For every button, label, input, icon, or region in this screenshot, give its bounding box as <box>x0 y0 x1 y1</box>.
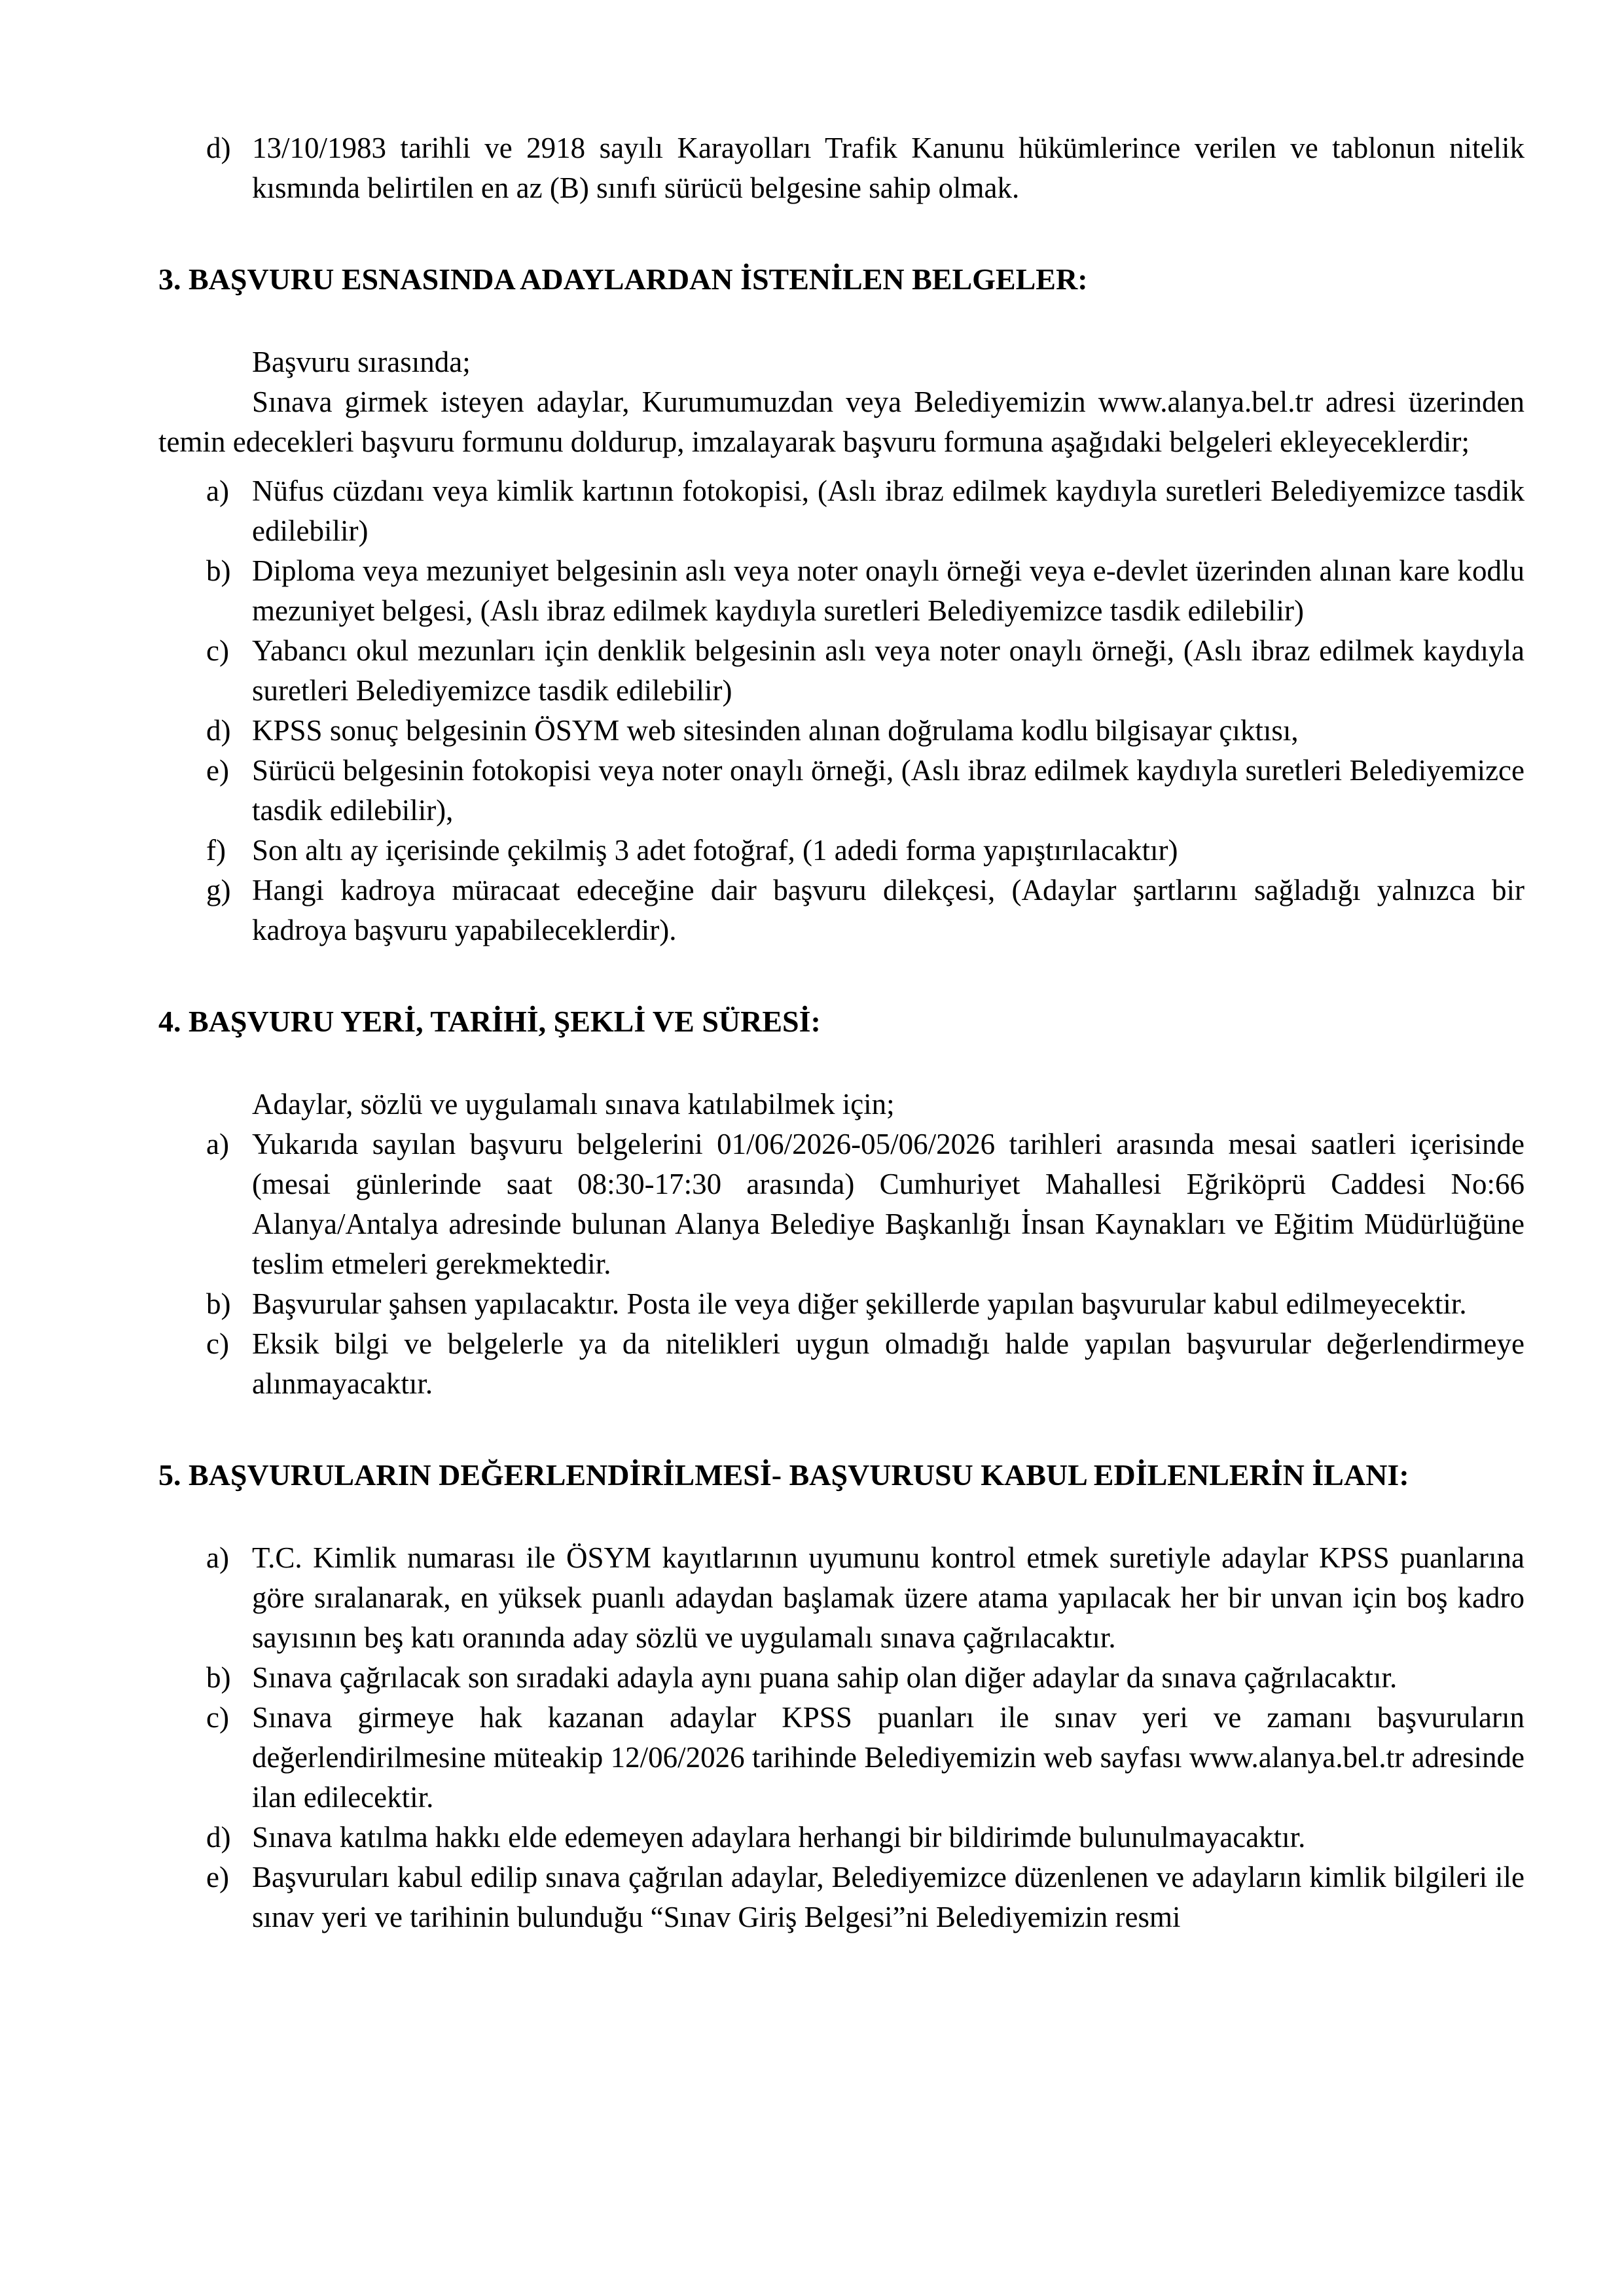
list-item-5d-text: Sınava katılma hakkı elde edemeyen adaylara herhangi bir bildirimde bulunulmayacaktır. <box>252 1821 1306 1854</box>
section-4-list <box>158 1124 1525 1404</box>
list-item-3d-text: KPSS sonuç belgesinin ÖSYM web sitesinden alınan doğrulama kodlu bilgisayar çıktısı, <box>252 714 1299 747</box>
list-item-3g-marker: g) <box>206 874 231 906</box>
list-item-3b-text: Diploma veya mezuniyet belgesinin aslı veya noter onaylı örneği veya e-devlet üzerinden alınan kare kodlu mezuniyet belgesi, (Aslı ibraz edilmek kaydıyla suretleri Belediyemizce tasdik edilebilir) <box>252 554 1525 627</box>
list-item-3b <box>206 551 1525 631</box>
list-item-3b-marker: b) <box>206 554 231 587</box>
list-item-3c-marker: c) <box>206 634 229 667</box>
list-item-5b-text: Sınava çağrılacak son sıradaki adayla aynı puana sahip olan diğer adaylar da sınava çağrılacaktır. <box>252 1661 1398 1694</box>
list-item-2d-text: 13/10/1983 tarihli ve 2918 sayılı Karayolları Trafik Kanunu hükümlerince verilen ve tablonun nitelik kısmında belirtilen en az (B) sınıfı sürücü belgesine sahip olmak. <box>252 132 1525 204</box>
list-item-4a-text: Yukarıda sayılan başvuru belgelerini 01/06/2026-05/06/2026 tarihleri arasında mesai saatleri içerisinde (mesai günlerinde saat 08:30-17:30 arasında) Cumhuriyet Mahallesi Eğriköprü Caddesi No:66 Alanya/Antalya adresinde bulunan Alanya Belediye Başkanlığı İnsan Kaynakları ve Eğitim Müdürlüğüne teslim etmeleri gerekmektedir. <box>252 1128 1525 1280</box>
list-item-3f-marker: f) <box>206 834 226 867</box>
list-item-4b-text: Başvurular şahsen yapılacaktır. Posta ile veya diğer şekillerde yapılan başvurular kabul edilmeyecektir. <box>252 1287 1467 1320</box>
list-item-5c-marker: c) <box>206 1701 229 1734</box>
list-item-4a-marker: a) <box>206 1128 229 1160</box>
list-item-4b-marker: b) <box>206 1287 231 1320</box>
section-3-heading: 3. BAŞVURU ESNASINDA ADAYLARDAN İSTENİLEN BELGELER: <box>158 262 1088 296</box>
section-3-list <box>158 471 1525 950</box>
list-item-2d-marker: d) <box>206 132 231 164</box>
list-item-5a-marker: a) <box>206 1541 229 1574</box>
list-item-4c <box>206 1324 1525 1404</box>
list-item-2d <box>206 128 1525 208</box>
list-item-5a-text: T.C. Kimlik numarası ile ÖSYM kayıtlarının uyumunu kontrol etmek suretiyle adaylar KPSS puanlarına göre sıralanarak, en yüksek puanlı adaydan başlamak üzere atama yapılacak her bir unvan için boş kadro sayısının beş katı oranında aday sözlü ve uygulamalı sınava çağrılacaktır. <box>252 1541 1525 1654</box>
list-item-5a <box>206 1538 1525 1658</box>
list-item-3c-text: Yabancı okul mezunları için denklik belgesinin aslı veya noter onaylı örneği, (Aslı ibraz edilmek kaydıyla suretleri Belediyemizce tasdik edilebilir) <box>252 634 1525 707</box>
section-5-heading: 5. BAŞVURULARIN DEĞERLENDİRİLMESİ- BAŞVURUSU KABUL EDİLENLERİN İLANI: <box>158 1458 1409 1492</box>
list-item-3d-marker: d) <box>206 714 231 747</box>
section-2-trailing-list <box>158 128 1525 208</box>
list-item-5e <box>206 1857 1525 1937</box>
list-item-3e <box>206 751 1525 831</box>
list-item-5c-text: Sınava girmeye hak kazanan adaylar KPSS puanları ile sınav yeri ve zamanı başvuruların değerlendirilmesine müteakip 12/06/2026 tarihinde Belediyemizin web sayfası www.alanya.bel.tr adresinde ilan edilecektir. <box>252 1701 1525 1814</box>
list-item-3d <box>206 711 1525 751</box>
list-item-3g-text: Hangi kadroya müracaat edeceğine dair başvuru dilekçesi, (Adaylar şartlarını sağladığı yalnızca bir kadroya başvuru yapabileceklerdir). <box>252 874 1525 946</box>
list-item-3a-text: Nüfus cüzdanı veya kimlik kartının fotokopisi, (Aslı ibraz edilmek kaydıyla suretleri Belediyemizce tasdik edilebilir) <box>252 475 1525 547</box>
section-4-heading: 4. BAŞVURU YERİ, TARİHİ, ŞEKLİ VE SÜRESİ: <box>158 1005 821 1038</box>
list-item-3a <box>206 471 1525 551</box>
section-5-list <box>158 1538 1525 1937</box>
list-item-3e-text: Sürücü belgesinin fotokopisi veya noter onaylı örneği, (Aslı ibraz edilmek kaydıyla suretleri Belediyemizce tasdik edilebilir), <box>252 754 1525 827</box>
list-item-5c <box>206 1698 1525 1818</box>
section-3-paragraph-1: Başvuru sırasında; <box>252 346 471 378</box>
list-item-4c-text: Eksik bilgi ve belgelerle ya da nitelikleri uygun olmadığı halde yapılan başvurular değerlendirmeye alınmayacaktır. <box>252 1327 1525 1400</box>
list-item-5e-marker: e) <box>206 1861 229 1893</box>
list-item-3e-marker: e) <box>206 754 229 787</box>
list-item-4a <box>206 1124 1525 1284</box>
list-item-4c-marker: c) <box>206 1327 229 1360</box>
list-item-3c <box>206 631 1525 711</box>
list-item-5d <box>206 1818 1525 1857</box>
list-item-5e-text: Başvuruları kabul edilip sınava çağrılan adaylar, Belediyemizce düzenlenen ve adayların kimlik bilgileri ile sınav yeri ve tarihinin bulunduğu “Sınav Giriş Belgesi”ni Belediyemizin resmi <box>252 1861 1525 1933</box>
section-4-paragraph-1: Adaylar, sözlü ve uygulamalı sınava katılabilmek için; <box>252 1088 895 1121</box>
list-item-5d-marker: d) <box>206 1821 231 1854</box>
list-item-5b-marker: b) <box>206 1661 231 1694</box>
list-item-4b <box>206 1284 1525 1324</box>
list-item-5b <box>206 1658 1525 1698</box>
list-item-3f <box>206 831 1525 870</box>
list-item-3f-text: Son altı ay içerisinde çekilmiş 3 adet fotoğraf, (1 adedi forma yapıştırılacaktır) <box>252 834 1178 867</box>
list-item-3g <box>206 870 1525 950</box>
section-3-paragraph-2: Sınava girmek isteyen adaylar, Kurumumuzdan veya Belediyemizin www.alanya.bel.tr adresi üzerinden temin edecekleri başvuru formunu doldurup, imzalayarak başvuru formuna aşağıdaki belgeleri ekleyeceklerdir; <box>158 386 1525 458</box>
list-item-3a-marker: a) <box>206 475 229 507</box>
